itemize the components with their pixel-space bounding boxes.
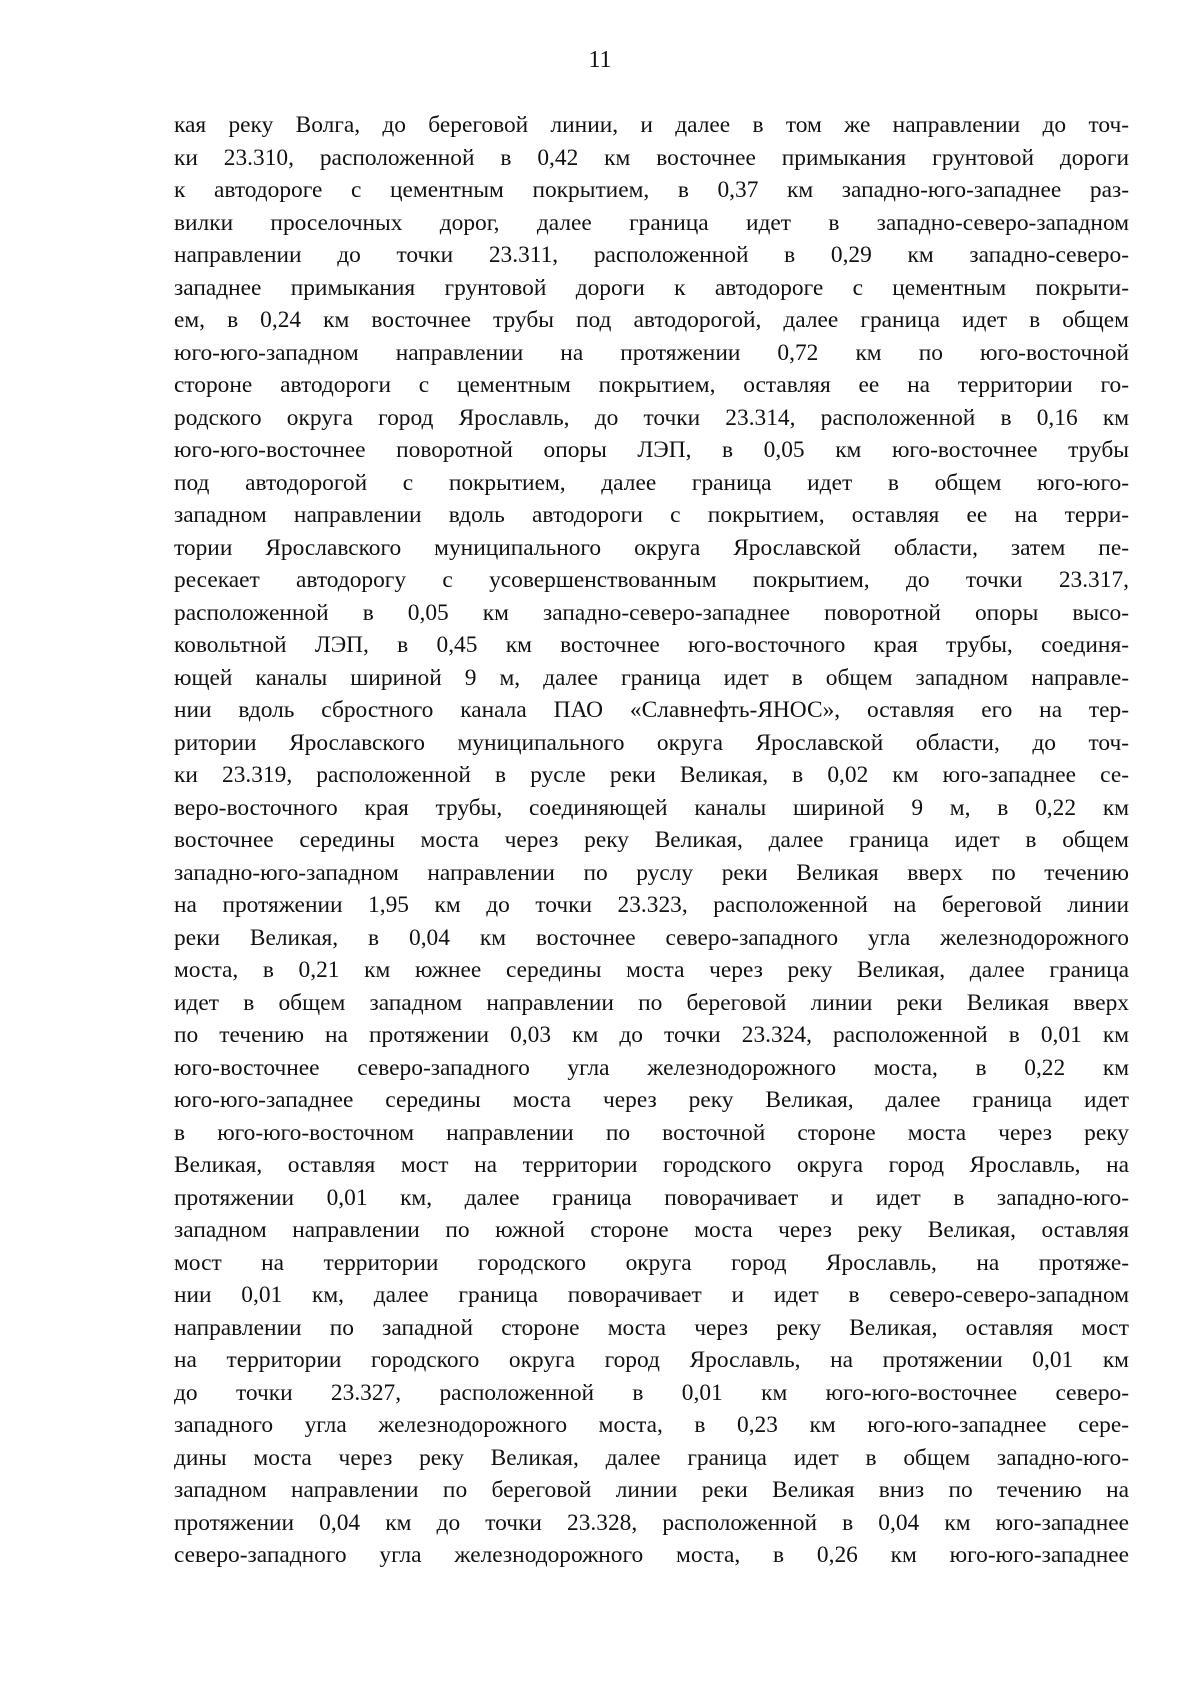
text-line: направлении по западной стороне моста через реку Великая, оставляя мост [174, 1314, 1129, 1341]
text-line: до точки 23.327, расположенной в 0,01 км юго-юго-восточнее северо- [174, 1379, 1129, 1406]
text-line: в юго-юго-восточном направлении по восточной стороне моста через реку [174, 1119, 1129, 1146]
text-line: веро-восточного края трубы, соединяющей каналы шириной 9 м, в 0,22 км [174, 794, 1129, 821]
text-line: расположенной в 0,05 км западно-северо-западнее поворотной опоры высо- [174, 599, 1129, 626]
text-line: дины моста через реку Великая, далее граница идет в общем западно-юго- [174, 1444, 1129, 1471]
text-line: ритории Ярославского муниципального округа Ярославской области, до точ- [174, 729, 1129, 756]
text-line: стороне автодороги с цементным покрытием, оставляя ее на территории го- [174, 372, 1129, 398]
text-line: ющей каналы шириной 9 м, далее граница идет в общем западном направле- [174, 664, 1129, 691]
text-line: западно-юго-западном направлении по руслу реки Великая вверх по течению [174, 859, 1129, 886]
text-line: кая реку Волга, до береговой линии, и далее в том же направлении до точ- [174, 112, 1129, 138]
text-line: направлении до точки 23.311, расположенной в 0,29 км западно-северо- [174, 242, 1129, 268]
text-line: восточнее середины моста через реку Великая, далее граница идет в общем [174, 827, 1129, 853]
text-line: ковольтной ЛЭП, в 0,45 км восточнее юго-восточного края трубы, соединя- [174, 632, 1129, 658]
text-line: на территории городского округа город Ярославль, на протяжении 0,01 км [174, 1347, 1129, 1373]
page-number: 11 [588, 47, 612, 73]
text-line: под автодорогой с покрытием, далее граница идет в общем юго-юго- [174, 469, 1129, 496]
text-line: юго-юго-западном направлении на протяжении 0,72 км по юго-восточной [174, 339, 1129, 366]
text-line: юго-восточнее северо-западного угла железнодорожного моста, в 0,22 км [174, 1054, 1129, 1081]
text-line: родского округа город Ярославль, до точки 23.314, расположенной в 0,16 км [174, 404, 1129, 431]
text-line: северо-западного угла железнодорожного моста, в 0,26 км юго-юго-западнее [174, 1542, 1129, 1568]
body-text [174, 109, 1129, 1572]
text-line: ресекает автодорогу с усовершенствованным покрытием, до точки 23.317, [174, 567, 1129, 593]
text-line: нии вдоль сбростного канала ПАО «Славнефть-ЯНОС», оставляя его на тер- [174, 697, 1129, 723]
text-line: ки 23.310, расположенной в 0,42 км восточнее примыкания грунтовой дороги [174, 144, 1129, 171]
text-line: западном направлении вдоль автодороги с покрытием, оставляя ее на терри- [174, 502, 1129, 528]
text-line: западного угла железнодорожного моста, в 0,23 км юго-юго-западнее сере- [174, 1412, 1129, 1438]
text-line: реки Великая, в 0,04 км восточнее северо-западного угла железнодорожного [174, 924, 1129, 951]
text-line: западном направлении по береговой линии реки Великая вниз по течению на [174, 1477, 1129, 1503]
text-line: идет в общем западном направлении по береговой линии реки Великая вверх [174, 989, 1129, 1016]
text-line: к автодороге с цементным покрытием, в 0,37 км западно-юго-западнее раз- [174, 177, 1129, 203]
text-line: протяжении 0,01 км, далее граница поворачивает и идет в западно-юго- [174, 1184, 1129, 1211]
text-line: мост на территории городского округа город Ярославль, на протяже- [174, 1249, 1129, 1276]
text-line: юго-юго-западнее середины моста через реку Великая, далее граница идет [174, 1087, 1129, 1113]
text-line: ки 23.319, расположенной в русле реки Великая, в 0,02 км юго-западнее се- [174, 762, 1129, 788]
text-line: юго-юго-восточнее поворотной опоры ЛЭП, в 0,05 км юго-восточнее трубы [174, 437, 1129, 463]
text-line: ем, в 0,24 км восточнее трубы под автодорогой, далее граница идет в общем [174, 307, 1129, 333]
text-line: западнее примыкания грунтовой дороги к автодороге с цементным покрыти- [174, 274, 1129, 301]
text-line: по течению на протяжении 0,03 км до точки 23.324, расположенной в 0,01 км [174, 1022, 1129, 1048]
text-line: вилки проселочных дорог, далее граница идет в западно-северо-западном [174, 209, 1129, 236]
text-line: нии 0,01 км, далее граница поворачивает и идет в северо-северо-западном [174, 1282, 1129, 1308]
text-line: тории Ярославского муниципального округа Ярославской области, затем пе- [174, 534, 1129, 561]
text-line: протяжении 0,04 км до точки 23.328, расположенной в 0,04 км юго-западнее [174, 1509, 1129, 1536]
text-line: западном направлении по южной стороне моста через реку Великая, оставляя [174, 1217, 1129, 1243]
text-line: на протяжении 1,95 км до точки 23.323, расположенной на береговой линии [174, 892, 1129, 918]
text-line: моста, в 0,21 км южнее середины моста через реку Великая, далее граница [174, 957, 1129, 983]
text-line: Великая, оставляя мост на территории городского округа город Ярославль, на [174, 1152, 1129, 1178]
